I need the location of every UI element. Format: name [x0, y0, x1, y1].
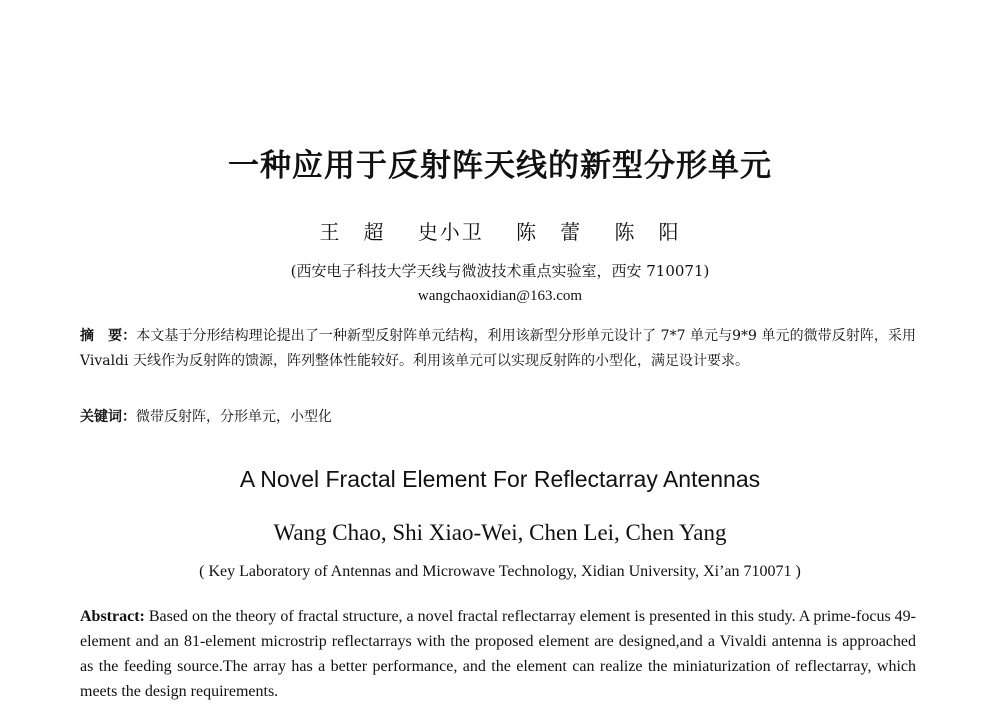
- affiliation-en: ( Key Laboratory of Antennas and Microwave Technology, Xidian University, Xi’an 710071 ): [199, 563, 801, 580]
- abstract-en: [80, 604, 916, 704]
- author-cn: 陈 阳: [614, 220, 681, 244]
- author-list-cn: [0, 216, 1000, 245]
- author-email: wangchaoxidian@163.com: [417, 288, 583, 304]
- paper-title-cn: 一种应用于反射阵天线的新型分形单元: [228, 148, 772, 184]
- paper-title-en: A Novel Fractal Element For Reflectarray Antennas: [239, 466, 761, 492]
- abstract-text-en: Based on the theory of fractal structure, a novel fractal reflectarray element is presented in this study. A prime-focus 49-element and an 81-element microstrip reflectarrays with the proposed element are designed,and a Vivaldi antenna is approached as the feeding source.The array has a better performance, and the element can realize the miniaturization of reflectarray, which meets the design requirements.: [80, 608, 916, 700]
- author-cn: 史小卫: [417, 220, 484, 244]
- abstract-cn: [80, 324, 916, 374]
- keywords-label-cn: 关键词：: [80, 409, 136, 425]
- keywords-cn: [80, 405, 916, 430]
- author-list-en: Wang Chao, Shi Xiao-Wei, Chen Lei, Chen Yang: [273, 520, 727, 545]
- abstract-label-cn: 摘 要：: [80, 328, 137, 344]
- keywords-text-cn: 微带反射阵，分形单元，小型化: [136, 409, 332, 425]
- author-cn: 王 超: [319, 220, 386, 244]
- abstract-label-en: Abstract:: [80, 608, 145, 625]
- affiliation-cn: (西安电子科技大学天线与微波技术重点实验室，西安 710071): [290, 262, 710, 280]
- author-cn: 陈 蕾: [516, 220, 583, 244]
- abstract-text-cn: 本文基于分形结构理论提出了一种新型反射阵单元结构，利用该新型分形单元设计了 7*7 单元与9*9 单元的微带反射阵，采用 Vivaldi 天线作为反射阵的馈源，阵列整体性能较好。利用该单元可以实现反射阵的小型化，满足设计要求。: [80, 328, 916, 369]
